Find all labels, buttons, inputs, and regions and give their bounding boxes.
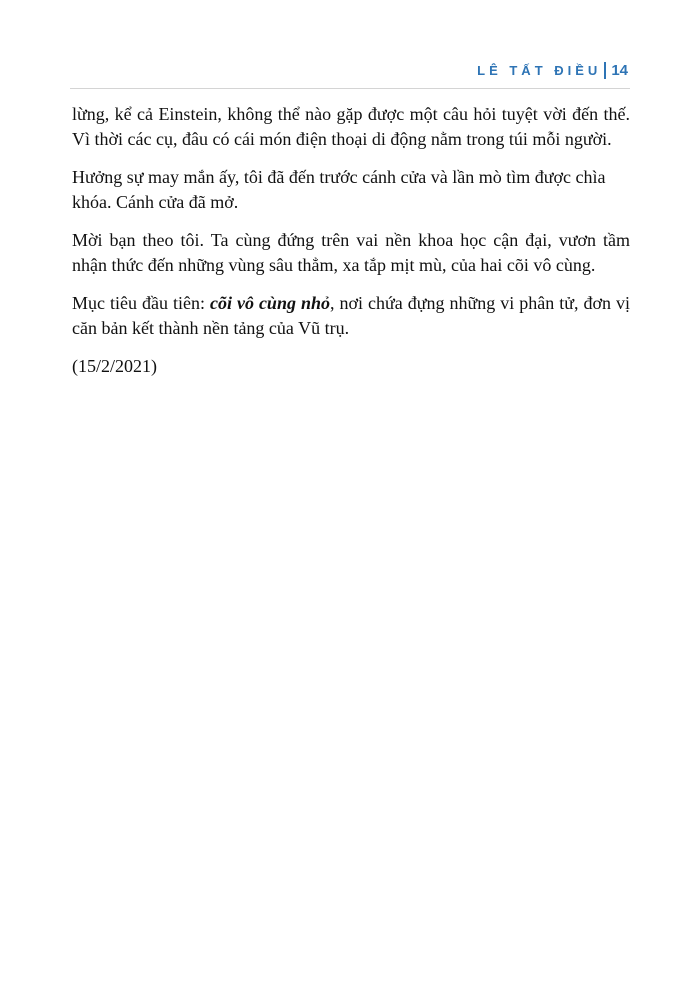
paragraph-2: Hưởng sự may mắn ấy, tôi đã đến trước cánh cửa và lần mò tìm được chìa khóa. Cánh cửa đã mở. bbox=[72, 167, 606, 212]
paragraph-4-emphasis: cõi vô cùng nhỏ bbox=[209, 293, 330, 313]
header-rule bbox=[70, 88, 630, 89]
paragraph-1: lừng, kể cả Einstein, không thể nào gặp được một câu hỏi tuyệt vời đến thế. Vì thời các cụ, đâu có cái món điện thoại di động nằm trong túi mỗi người. bbox=[72, 104, 630, 149]
paragraph-4-suffix: , nơi chứa đựng những vi phân tử, đơn vị căn bản kết thành nền tảng của Vũ trụ. bbox=[72, 293, 630, 338]
page-number: 14 bbox=[611, 62, 628, 79]
date-line: (15/2/2021) bbox=[72, 356, 157, 376]
paragraph-4 bbox=[72, 291, 630, 340]
paragraph-4-prefix: Mục tiêu đầu tiên: bbox=[72, 293, 210, 313]
header-author: LÊ TẤT ĐIỀU bbox=[477, 63, 602, 78]
header-separator bbox=[604, 62, 606, 79]
paragraph-3: Mời bạn theo tôi. Ta cùng đứng trên vai nền khoa học cận đại, vươn tầm nhận thức đến những vùng sâu thẳm, xa tắp mịt mù, của hai cõi vô cùng. bbox=[72, 230, 630, 275]
running-header bbox=[477, 62, 628, 79]
page-body bbox=[72, 102, 630, 393]
